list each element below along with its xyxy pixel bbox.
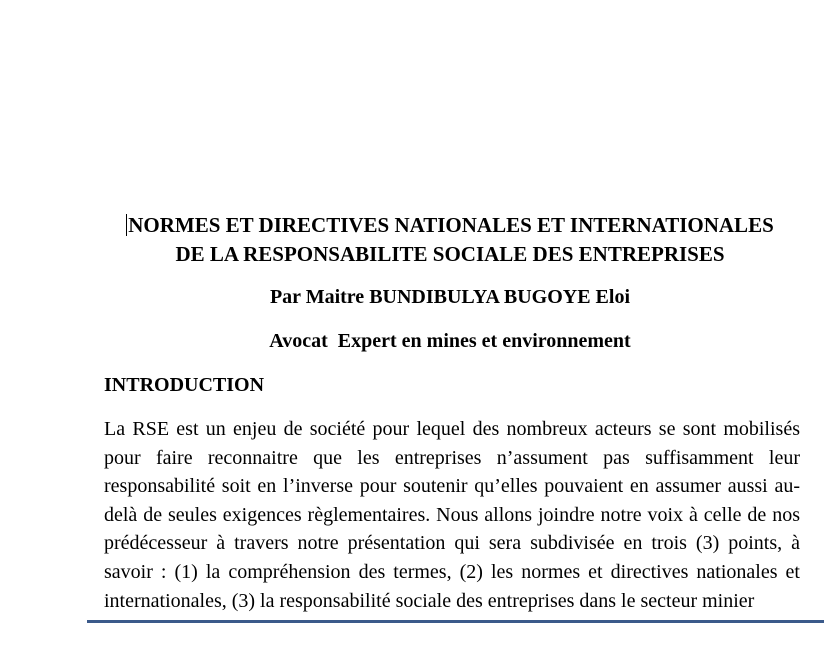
page-footer-rule <box>87 620 824 623</box>
section-heading: INTRODUCTION <box>104 374 265 396</box>
title-line-1-text: NORMES ET DIRECTIVES NATIONALES ET INTERNATIONALES <box>128 213 774 237</box>
document-title-line-1 <box>100 210 800 240</box>
introduction-paragraph: La RSE est un enjeu de société pour lequel des nombreux acteurs se sont mobilisés pour faire reconnaitre que les entreprises n’assument pas suffisamment leur responsabilité soit en l’inverse pour soutenir qu’elles pouvaient en assumer aussi au-delà de seules exigences règlementaires. Nous allons joindre notre voix à celle de nos prédécesseur à travers notre présentation qui sera subdivisée en trois (3) points, à savoir : (1) la compréhension des termes, (2) les normes et directives nationales et internationales, (3) la responsabilité sociale des entreprises dans le secteur minier <box>104 418 800 612</box>
document-title-line-2: DE LA RESPONSABILITE SOCIALE DES ENTREPRISES <box>175 242 725 266</box>
document-author: Par Maitre BUNDIBULYA BUGOYE Eloi <box>269 286 631 308</box>
document-author-role: Avocat Expert en mines et environnement <box>269 330 631 352</box>
